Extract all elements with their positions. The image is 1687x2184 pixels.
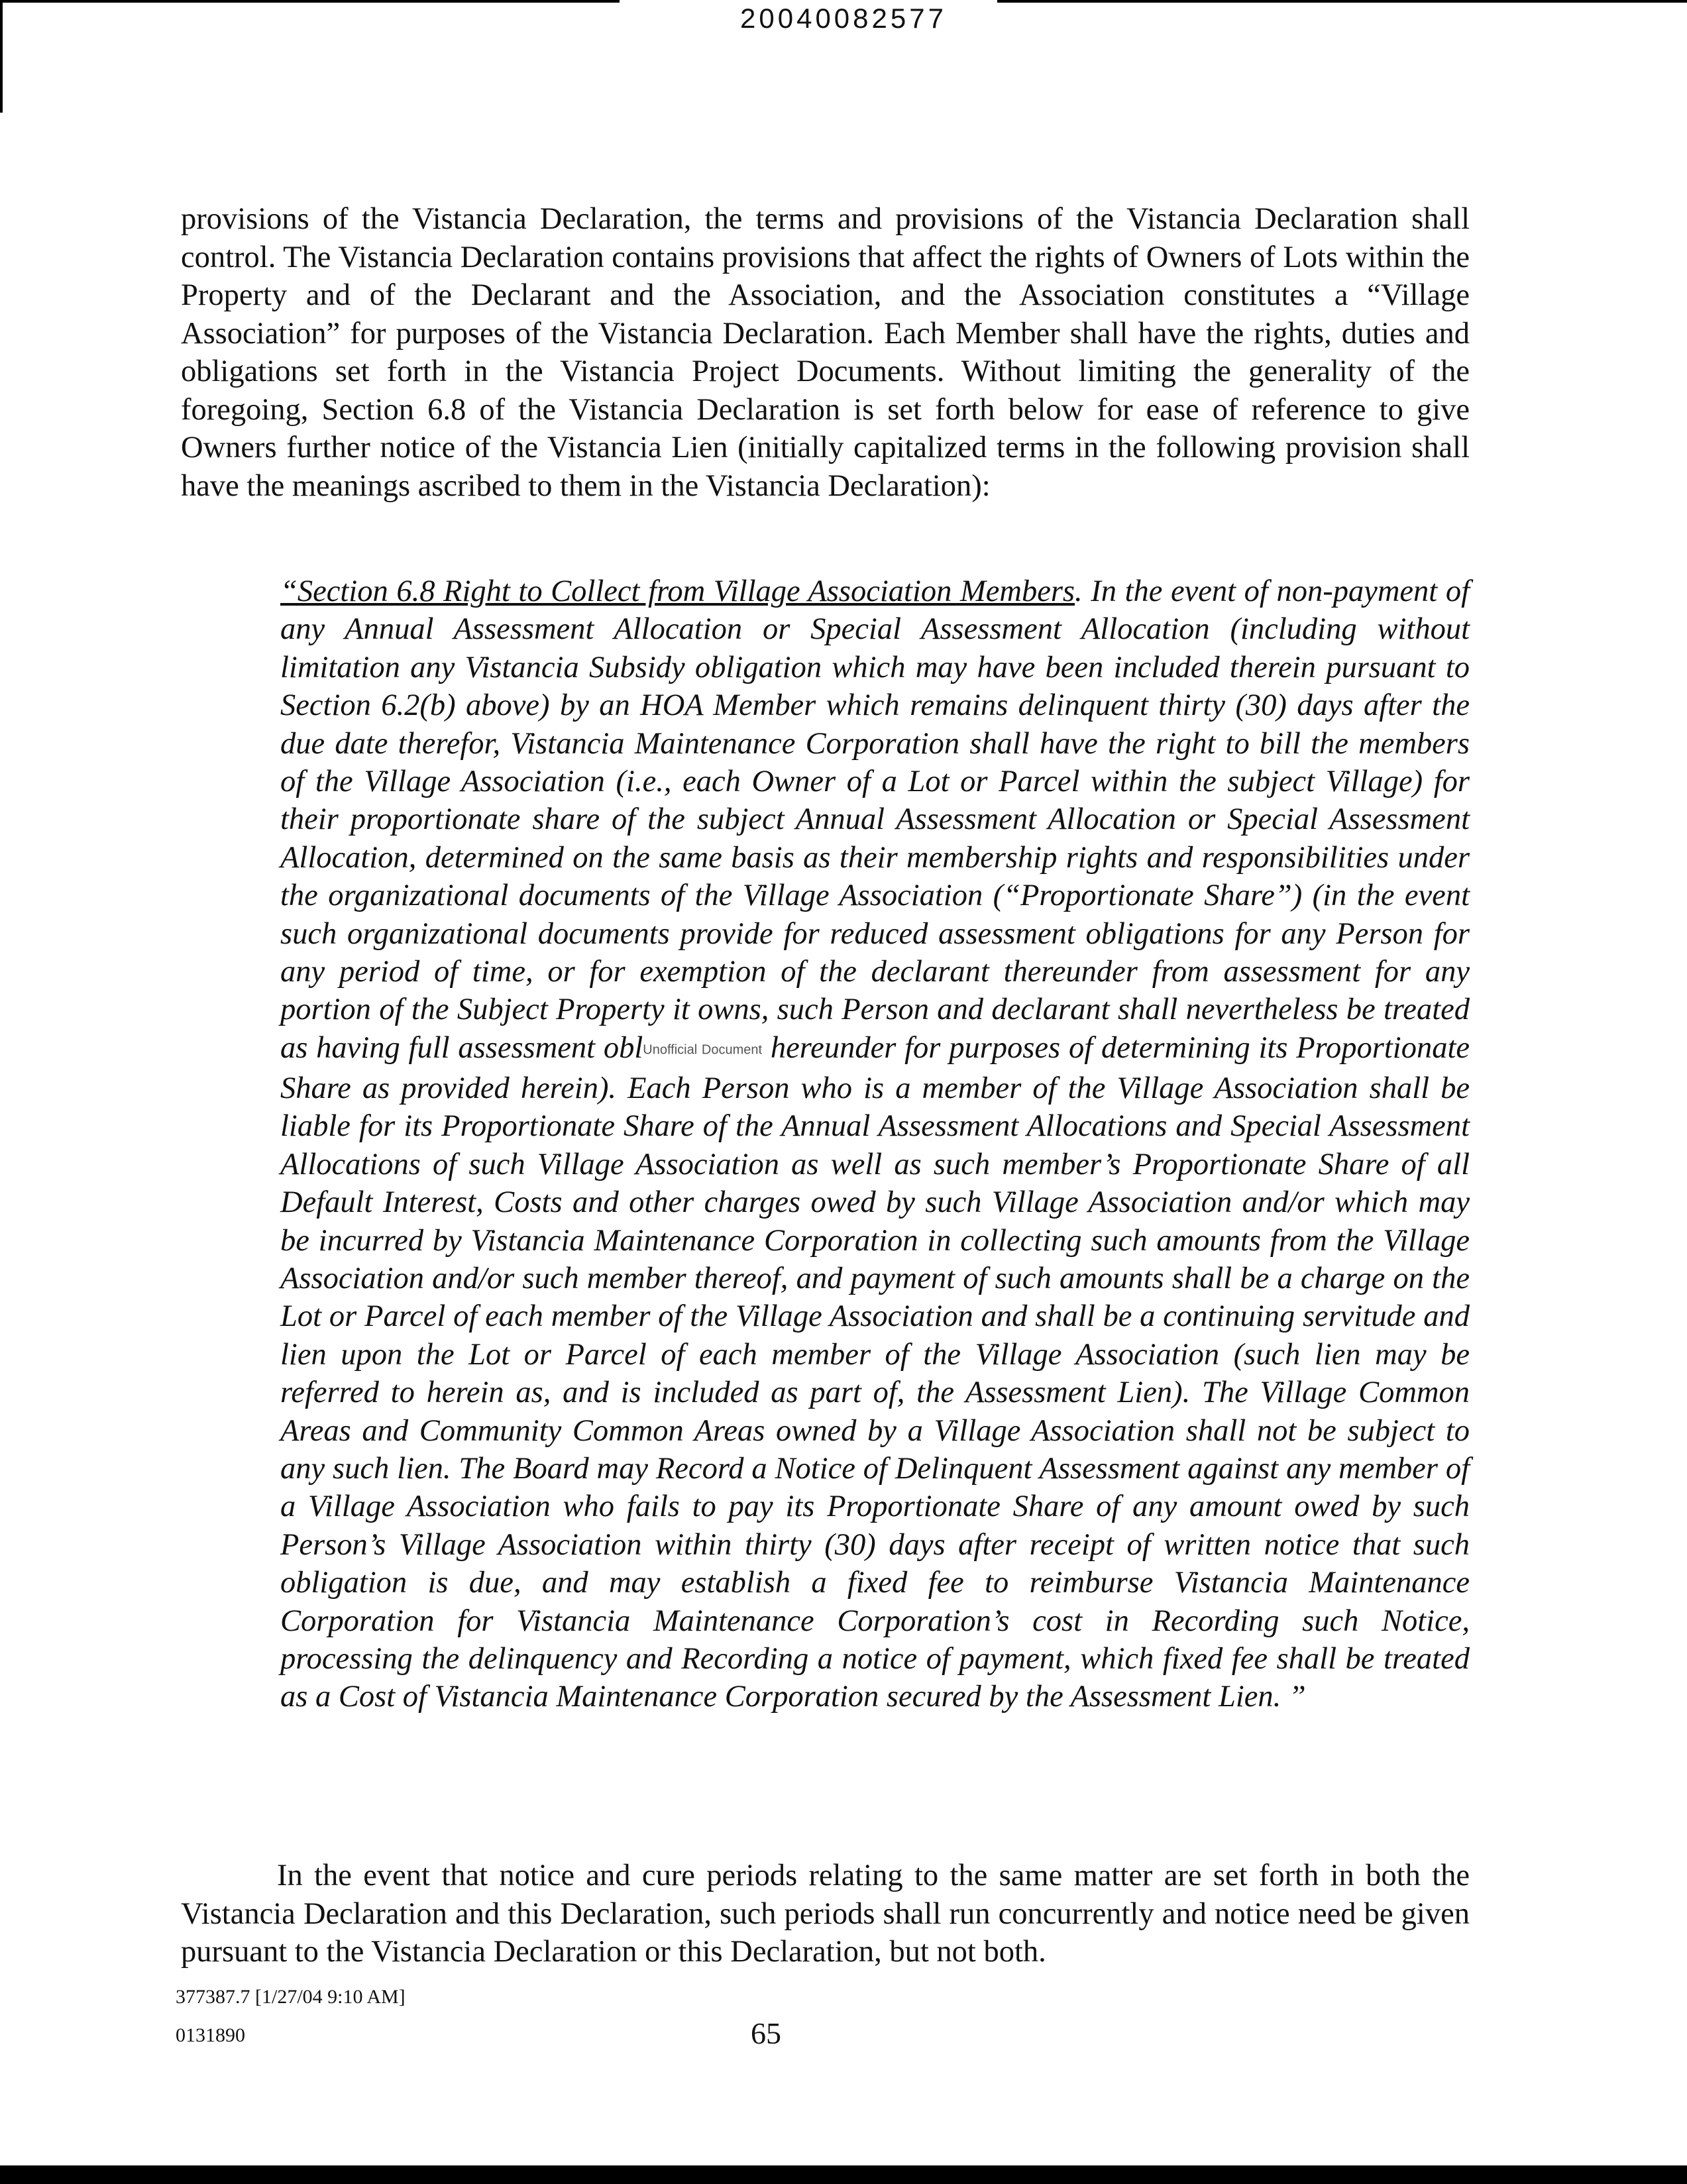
footer-document-reference: 377387.7 [1/27/04 9:10 AM] [176,1986,406,2008]
quote-text-part-2: hereunder for purposes of determining its Proportionate Share as provided herein). Each Person who is a member of the Village Association shall be liable for its Proportionate Share of the Annual Assessment Allocations and Special Assessment Allocations of such Village Association as well as such member’s Proportionate Share of all Default Interest, Costs and other charges owed by such Village Association and/or which may be incurred by Vistancia Maintenance Corporation in collecting such amounts from the Village Association and/or such member thereof, and payment of such amounts shall be a charge on the Lot or Parcel of each member of the Village Association and shall be a continuing servitude and lien upon the Lot or Parcel of each member of the Village Association (such lien may be referred to herein as, and is included as part of, the Assessment Lien). The Village Common Areas and Community Common Areas owned by a Village Association shall not be subject to any such lien. The Board may Record a Notice of Delinquent Assessment against any member of a Village Association who fails to pay its Proportionate Share of any amount owed by such Person’s Village Association within thirty (30) days after receipt of written notice that such obligation is due, and may establish a fixed fee to reimburse Vistancia Maintenance Corporation for Vistancia Maintenance Corporation’s cost in Recording such Notice, processing the delinquency and Recording a notice of payment, which fixed fee shall be treated as a Cost of Vistancia Maintenance Corporation secured by the Assessment Lien. ” [280,1030,1470,1714]
unofficial-document-watermark: Unofficial Document [643,1042,763,1058]
document-number: 20040082577 [740,3,947,34]
footer-client-reference: 0131890 [176,2024,245,2046]
quote-text-part-1: . In the event of non-payment of any Annual Assessment Allocation or Special Assessment Allocation (including without limitation any Vistancia Subsidy obligation which may have been included therein pursuant to Section 6.2(b) above) by an HOA Member which remains delinquent thirty (30) days after the due date therefor, Vistancia Maintenance Corporation shall have the right to bill the members of the Village Association (i.e., each Owner of a Lot or Parcel within the subject Village) for their proportionate share of the subject Annual Assessment Allocation or Special Assessment Allocation, determined on the same basis as their membership rights and responsibilities under the organizational documents of the Village Association (“Proportionate Share”) (in the event such organizational documents provide for reduced assessment obligations for any Person for any period of time, or for exemption of the declarant thereunder from assessment for any portion of the Subject Property it owns, such Person and declarant shall nevertheless be treated as having full assessment obl [280,574,1470,1065]
quoted-section-6-8 [280,573,1470,1716]
page-number: 65 [751,2016,781,2050]
paragraph-notice-periods: In the event that notice and cure periods relating to the same matter are set forth in both the Vistancia Declaration and this Declaration, such periods shall run concurrently and notice need be given pursuant to the Vistancia Declaration or this Declaration, but not both. [181,1859,1470,1969]
scan-border-bottom [0,2165,1687,2184]
quote-heading: “Section 6.8 Right to Collect from Village Association Members [280,574,1075,608]
paragraph-intro: provisions of the Vistancia Declaration, the terms and provisions of the Vistancia Declaration shall control. The Vistancia Declaration contains provisions that affect the rights of Owners of Lots within the Property and of the Declarant and the Association, and the Association constitutes a “Village Association” for purposes of the Vistancia Declaration. Each Member shall have the rights, duties and obligations set forth in the Vistancia Project Documents. Without limiting the generality of the foregoing, Section 6.8 of the Vistancia Declaration is set forth below for ease of reference to give Owners further notice of the Vistancia Lien (initially capitalized terms in the following provision shall have the meanings ascribed to them in the Vistancia Declaration): [181,202,1470,503]
